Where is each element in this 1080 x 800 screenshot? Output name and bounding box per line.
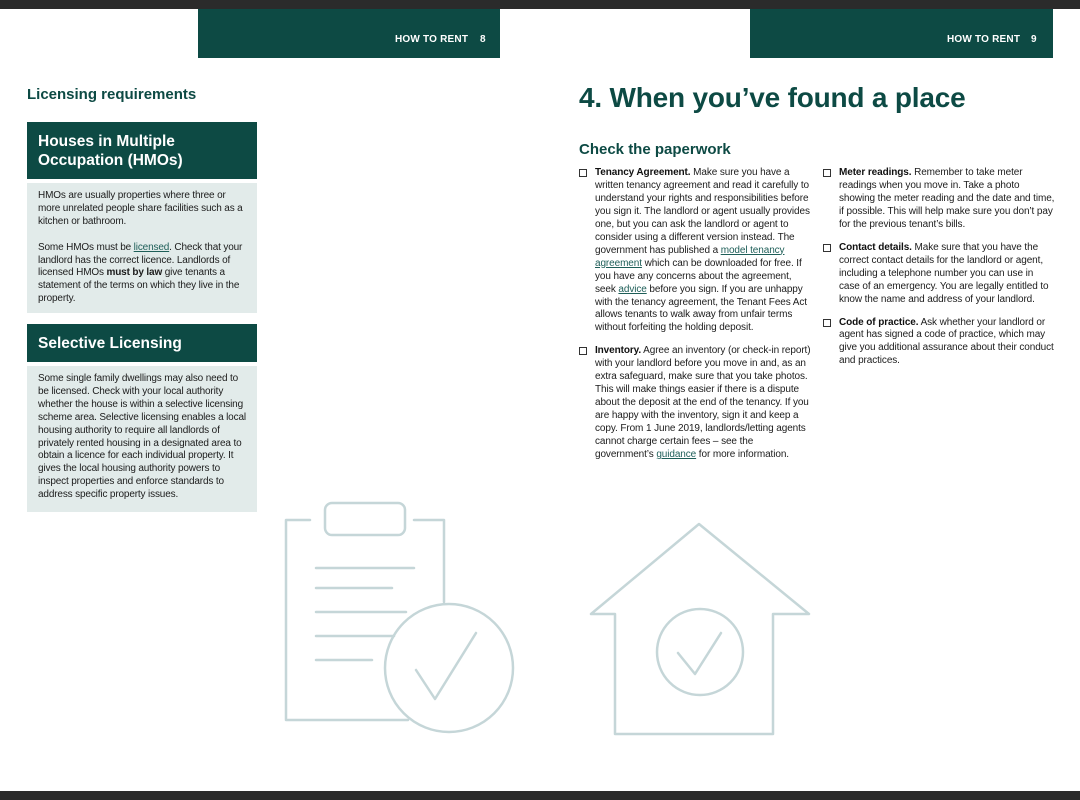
hmo-paragraph: HMOs are usually properties where three or more unrelated people share facilities such as a kitchen or bathroom. <box>38 190 243 227</box>
checklist-column-right <box>823 167 1055 378</box>
checklist-item-tenancy <box>579 167 813 335</box>
subsection-title: Check the paperwork <box>579 141 731 158</box>
text: give tenants a statement of the terms on which they live in the property. <box>38 267 240 305</box>
text: Make sure that you have the correct contact details for the landlord or agent, including a telephone number you can use in case of an emergency. You are legally entitled to know the name and address of your landlord. <box>839 241 1049 305</box>
guidance-link[interactable]: guidance <box>656 449 697 461</box>
item-label: Meter readings. <box>839 167 912 178</box>
advice-link[interactable]: advice <box>618 283 647 295</box>
item-label: Inventory. <box>595 345 642 357</box>
text: for more information. <box>696 449 789 461</box>
item-label: Contact details. <box>839 241 912 253</box>
selective-licensing-body <box>27 366 257 512</box>
licensed-link[interactable]: licensed <box>133 241 170 253</box>
selective-licensing-heading: Selective Licensing <box>27 324 257 362</box>
item-label: Tenancy Agreement. <box>595 167 691 178</box>
hmo-heading: Houses in Multiple Occupation (HMOs) <box>27 122 257 179</box>
checkbox-icon[interactable] <box>823 169 831 177</box>
chapter-title: 4. When you’ve found a place <box>579 82 966 113</box>
page-number: 8 <box>480 34 486 45</box>
checkbox-icon[interactable] <box>579 347 587 355</box>
text: which can be downloaded for free. If you have any concerns about the agreement, seek <box>595 257 802 295</box>
section-title: Licensing requirements <box>27 86 197 103</box>
text: Some HMOs must be <box>38 241 134 253</box>
text: before you sign. If you are unhappy with the tenancy agreement, the Tenant Fees Act allows tenants to walk away from unfair terms without forfeiting the holding deposit. <box>595 283 807 334</box>
checkbox-icon[interactable] <box>823 319 831 327</box>
page-number: 9 <box>1031 34 1037 45</box>
checkbox-icon[interactable] <box>579 169 587 177</box>
page-header-right <box>750 9 1053 58</box>
model-tenancy-agreement-link[interactable]: model tenancy agreement <box>595 244 785 269</box>
selective-paragraph: Some single family dwellings may also need to be licensed. Check with your local authority whether the house is within a selective licensing scheme area. Selective licensing enables a local housing authority to require all landlords of privately rented housing in a designated area to obtain a licence for each individual property. It gives the local housing authority powers to inspect properties and enforce standards to address specific property issues. <box>38 373 246 501</box>
house-check-icon <box>589 522 813 738</box>
text: . Check that your landlord has the correct licence. Landlords of licensed HMOs <box>38 241 243 279</box>
checklist-column-left <box>579 167 813 472</box>
checklist-item-contact <box>823 242 1055 307</box>
clipboard-check-icon <box>280 498 520 738</box>
text: Make sure you have a written tenancy agreement and read it carefully to understand your rights and responsibilities before you sign it. The landlord or agent usually provides one, but you can ask the landlord or agent to consider using a different version instead. The government has published a <box>595 167 810 256</box>
checklist-item-meter <box>823 167 1055 232</box>
page-header-left <box>198 9 500 58</box>
header-title: HOW TO RENT <box>395 34 469 45</box>
top-edge-bar <box>0 0 1080 9</box>
text: Agree an inventory (or check-in report) with your landlord before you move in and, as an extra safeguard, make sure that you take photos. This will make things easier if there is a dispute about the deposit at the end of the tenancy. If you are happy with the inventory, sign it and keep a copy. From 1 June 2019, landlords/letting agents cannot charge certain fees – see the government’s <box>595 345 811 461</box>
checklist-item-code <box>823 317 1055 369</box>
hmo-paragraph <box>38 242 246 307</box>
checkbox-icon[interactable] <box>823 244 831 252</box>
checklist-item-inventory <box>579 345 813 462</box>
bottom-edge-bar <box>0 791 1080 800</box>
text: Remember to take meter readings when you move in. Take a photo showing the meter reading and the date and time, if possible. This will help make sure you don’t pay for the previous tenant’s bills. <box>839 167 1055 230</box>
emphasis: must by law <box>106 267 163 279</box>
item-label: Code of practice. <box>839 316 919 328</box>
hmo-body <box>27 183 257 313</box>
header-title: HOW TO RENT <box>947 34 1021 45</box>
text: Ask whether your landlord or agent has signed a code of practice, which may give you additional assurance about their conduct and practices. <box>839 316 1054 367</box>
